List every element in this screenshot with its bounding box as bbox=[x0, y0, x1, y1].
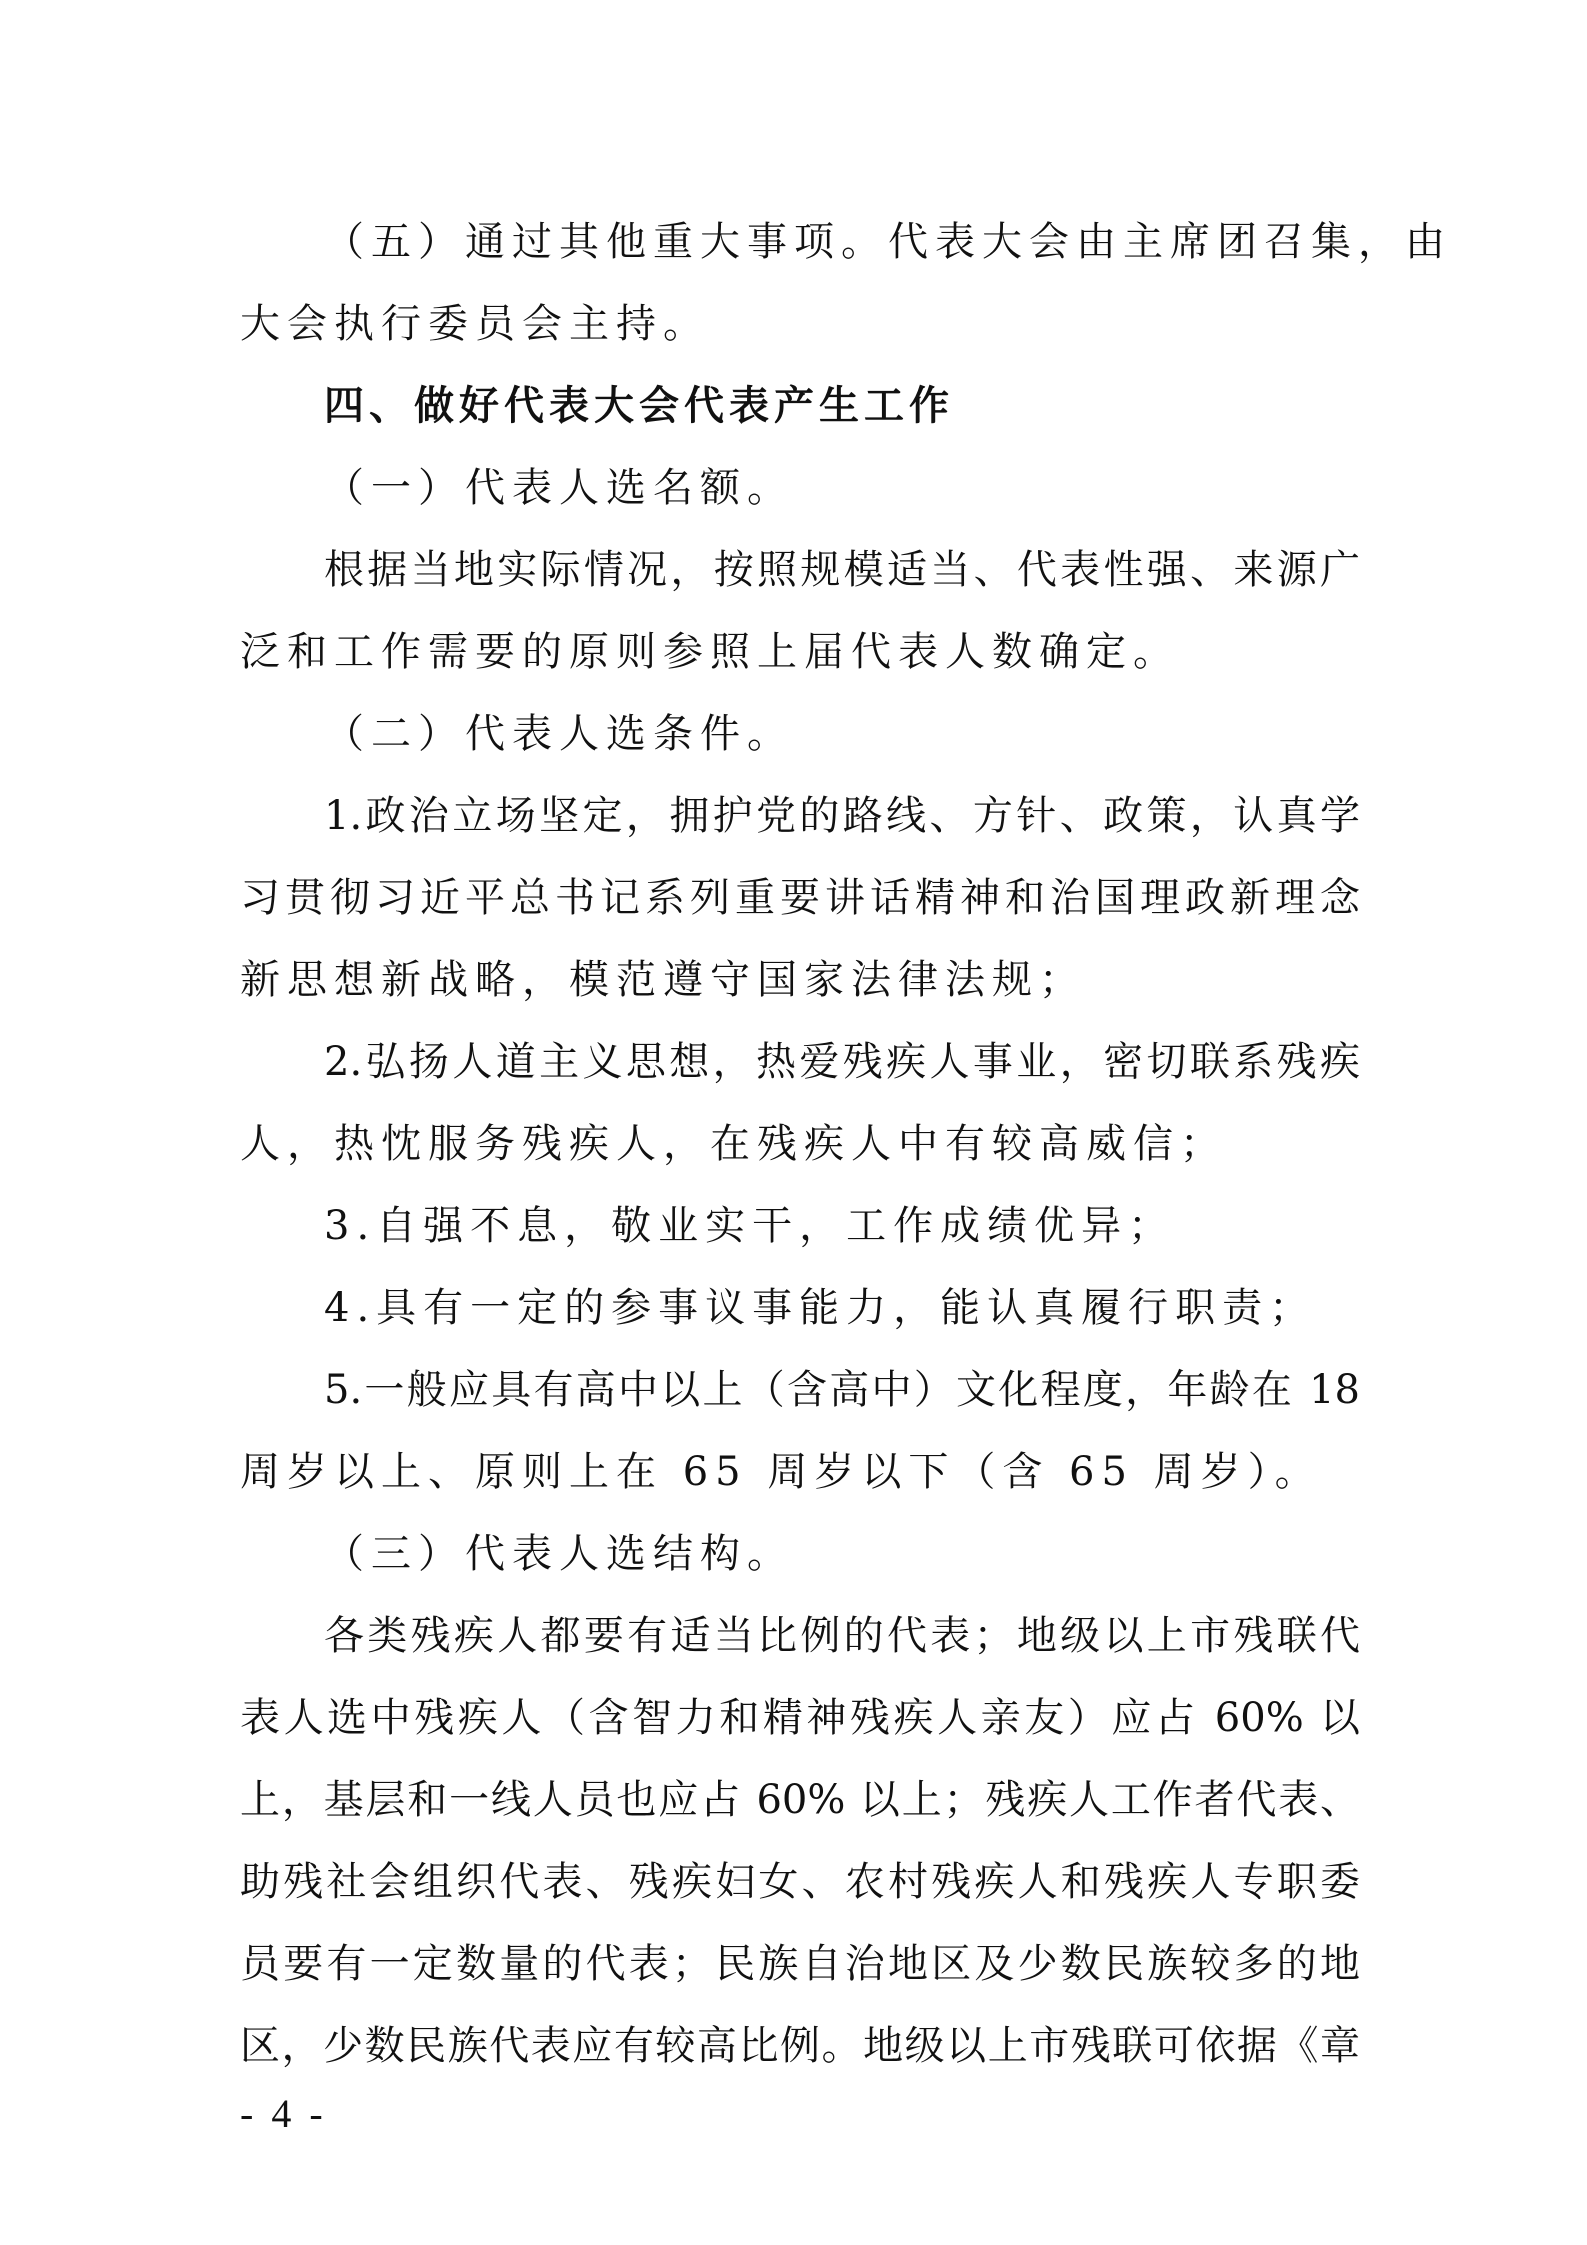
paragraph-line: （五）通过其他重大事项。代表大会由主席团召集，由 bbox=[324, 219, 1452, 265]
list-item-line: 周岁以上、原则上在 65 周岁以下（含 65 周岁）。 bbox=[240, 1449, 1322, 1495]
subsection-heading: （一）代表人选名额。 bbox=[324, 465, 794, 511]
list-item-line: 习贯彻习近平总书记系列重要讲话精神和治国理政新理念 bbox=[240, 875, 1360, 921]
paragraph-line: 区，少数民族代表应有较高比例。地级以上市残联可依据《章 bbox=[240, 2023, 1360, 2069]
list-item-line: 新思想新战略，模范遵守国家法律法规； bbox=[240, 957, 1086, 1003]
paragraph-line: 大会执行委员会主持。 bbox=[240, 301, 710, 347]
subsection-heading: （三）代表人选结构。 bbox=[324, 1531, 794, 1577]
paragraph-line: 表人选中残疾人（含智力和精神残疾人亲友）应占 60% 以 bbox=[240, 1695, 1360, 1741]
paragraph-line: 各类残疾人都要有适当比例的代表；地级以上市残联代 bbox=[324, 1613, 1360, 1659]
section-heading: 四、做好代表大会代表产生工作 bbox=[324, 383, 954, 429]
paragraph-line: 上，基层和一线人员也应占 60% 以上；残疾人工作者代表、 bbox=[240, 1777, 1360, 1823]
paragraph-line: 泛和工作需要的原则参照上届代表人数确定。 bbox=[240, 629, 1180, 675]
list-item-line: 5.一般应具有高中以上（含高中）文化程度，年龄在 18 bbox=[324, 1367, 1360, 1413]
list-item-line: 4.具有一定的参事议事能力，能认真履行职责； bbox=[324, 1285, 1317, 1331]
subsection-heading: （二）代表人选条件。 bbox=[324, 711, 794, 757]
list-item-line: 1.政治立场坚定，拥护党的路线、方针、政策，认真学 bbox=[324, 793, 1360, 839]
paragraph-line: 员要有一定数量的代表；民族自治地区及少数民族较多的地 bbox=[240, 1941, 1360, 1987]
list-item-line: 3.自强不息，敬业实干，工作成绩优异； bbox=[324, 1203, 1176, 1249]
page-number: - 4 - bbox=[240, 2091, 327, 2136]
list-item-line: 2.弘扬人道主义思想，热爱残疾人事业，密切联系残疾 bbox=[324, 1039, 1360, 1085]
paragraph-line: 助残社会组织代表、残疾妇女、农村残疾人和残疾人专职委 bbox=[240, 1859, 1360, 1905]
list-item-line: 人，热忱服务残疾人，在残疾人中有较高威信； bbox=[240, 1121, 1227, 1167]
paragraph-line: 根据当地实际情况，按照规模适当、代表性强、来源广 bbox=[324, 547, 1360, 593]
